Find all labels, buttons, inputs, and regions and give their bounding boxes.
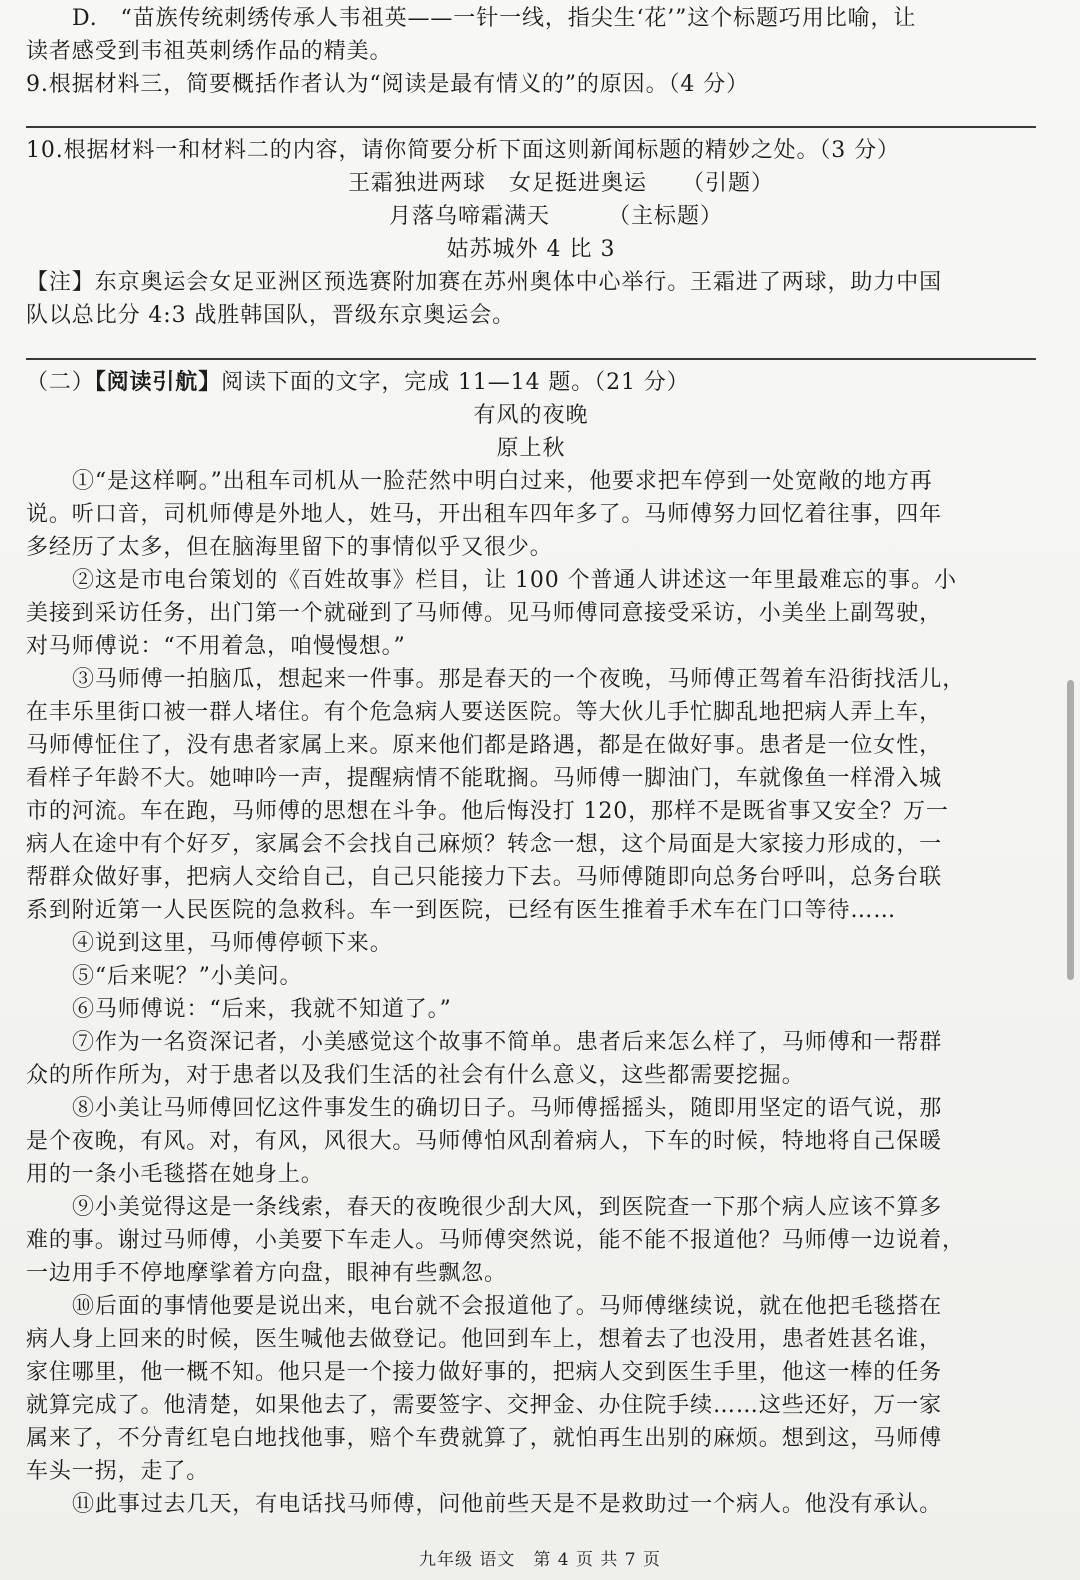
answer-line-q10 bbox=[26, 358, 1036, 360]
note-line-1: 【注】东京奥运会女足亚洲区预选赛附加赛在苏州奥体中心举行。王霜进了两球，助力中国 bbox=[26, 270, 943, 295]
story-line: ④说到这里，马师傅停顿下来。 bbox=[72, 931, 393, 956]
note-line-2: 队以总比分 4:3 战胜韩国队，晋级东京奥运会。 bbox=[26, 303, 515, 328]
story-line: ⑥马师傅说：“后来，我就不知道了。” bbox=[72, 997, 452, 1022]
story-line: 看样子年龄不大。她呻吟一声，提醒病情不能耽搁。马师傅一脚油门，车就像鱼一样滑入城 bbox=[26, 766, 943, 791]
story-line: ③马师傅一拍脑瓜，想起来一件事。那是春天的一个夜晚，马师傅正驾着车沿街找活儿， bbox=[72, 667, 966, 692]
story-line: ⑩后面的事情他要是说出来，电台就不会报道他了。马师傅继续说，就在他把毛毯搭在 bbox=[72, 1294, 943, 1319]
story-line: 帮群众做好事，把病人交给自己，自己只能接力下去。马师傅随即向总务台呼叫，总务台联 bbox=[26, 865, 943, 890]
story-line: 市的河流。车在跑，马师傅的思想在斗争。他后悔没打 120，那样不是既省事又安全？万一 bbox=[26, 799, 949, 824]
story-line: 在丰乐里街口被一群人堵住。有个危急病人要送医院。等大伙儿手忙脚乱地把病人弄上车， bbox=[26, 700, 943, 725]
story-line: 就算完成了。他清楚，如果他去了，需要签字、交押金、办住院手续……这些还好，万一家 bbox=[26, 1393, 943, 1418]
option-d-line-2: 读者感受到韦祖英刺绣作品的精美。 bbox=[26, 39, 393, 64]
headline-main: 月落乌啼霜满天 （主标题） bbox=[388, 204, 723, 229]
story-line: ⑧小美让马师傅回忆这件事发生的确切日子。马师傅摇摇头，随即用坚定的语气说，那 bbox=[72, 1096, 943, 1121]
story-line: 对马师傅说：“不用着急，咱慢慢想。” bbox=[26, 634, 406, 659]
story-line: ②这是市电台策划的《百姓故事》栏目，让 100 个普通人讲述这一年里最难忘的事。小 bbox=[72, 568, 957, 593]
answer-line-q9 bbox=[26, 126, 1036, 128]
story-line: ⑪此事过去几天，有电话找马师傅，问他前些天是不是救助过一个病人。他没有承认。 bbox=[72, 1492, 943, 1517]
reading-guide-tag: 【阅读引航】 bbox=[94, 369, 222, 395]
story-line: 系到附近第一人民医院的急救科。车一到医院，已经有医生推着手术车在门口等待…… bbox=[26, 898, 897, 923]
headline-sub: 姑苏城外 4 比 3 bbox=[446, 237, 616, 262]
question-10: 10.根据材料一和材料二的内容，请你简要分析下面这则新闻标题的精妙之处。（3 分） bbox=[26, 138, 900, 163]
story-title: 有风的夜晚 bbox=[473, 403, 589, 428]
story-line: 病人在途中有个好歹，家属会不会找自己麻烦？转念一想，这个局面是大家接力形成的，一 bbox=[26, 832, 943, 857]
story-author: 原上秋 bbox=[496, 436, 566, 461]
story-line: 是个夜晚，有风。对，有风，风很大。马师傅怕风刮着病人，下车的时候，特地将自己保暖 bbox=[26, 1129, 943, 1154]
story-line: 车头一拐，走了。 bbox=[26, 1459, 210, 1484]
page-footer: 九年级 语文 第 4 页 共 7 页 bbox=[418, 1550, 662, 1570]
story-body bbox=[26, 465, 1036, 1521]
question-8-9-block bbox=[26, 2, 1036, 101]
scrollbar-thumb[interactable] bbox=[1067, 680, 1074, 980]
story-line: 家住哪里，他一概不知。他只是一个接力做好事的，把病人交到医生手里，他这一棒的任务 bbox=[26, 1360, 943, 1385]
section-2-header bbox=[26, 366, 1036, 465]
story-line: 说。听口音，司机师傅是外地人，姓马，开出租车四年多了。马师傅努力回忆着往事，四年 bbox=[26, 502, 943, 527]
story-line: ①“是这样啊。”出租车司机从一脸茫然中明白过来，他要求把车停到一处宽敞的地方再 bbox=[72, 469, 933, 494]
story-line: 多经历了太多，但在脑海里留下的事情似乎又很少。 bbox=[26, 535, 553, 560]
story-line: 美接到采访任务，出门第一个就碰到了马师傅。见马师傅同意接受采访，小美坐上副驾驶， bbox=[26, 601, 943, 626]
question-10-block bbox=[26, 134, 1036, 332]
story-line: 用的一条小毛毯搭在她身上。 bbox=[26, 1162, 324, 1187]
story-line: 一边用手不停地摩挲着方向盘，眼神有些飘忽。 bbox=[26, 1261, 507, 1286]
section-prefix: （二） bbox=[26, 370, 95, 395]
story-line: ⑨小美觉得这是一条线索，春天的夜晚很少刮大风，到医院查一下那个病人应该不算多 bbox=[72, 1195, 943, 1220]
story-line: ⑤“后来呢？”小美问。 bbox=[72, 964, 303, 989]
option-d-line-1: D. “苗族传统刺绣传承人韦祖英——一针一线，指尖生‘花’”这个标题巧用比喻，让 bbox=[72, 6, 917, 31]
instruction-text: 阅读下面的文字，完成 11—14 题。（21 分） bbox=[221, 370, 690, 395]
section-2-instruction bbox=[26, 366, 1036, 399]
story-line: ⑦作为一名资深记者，小美感觉这个故事不简单。患者后来怎么样了，马师傅和一帮群 bbox=[72, 1030, 943, 1055]
story-line: 病人身上回来的时候，医生喊他去做登记。他回到车上，想着去了也没用，患者姓甚名谁， bbox=[26, 1327, 943, 1352]
headline-lead: 王霜独进两球 女足挺进奥运 （引题） bbox=[347, 171, 774, 196]
question-9: 9.根据材料三，简要概括作者认为“阅读是最有情义的”的原因。（4 分） bbox=[26, 72, 749, 97]
story-line: 难的事。谢过马师傅，小美要下车走人。马师傅突然说，能不能不报道他？马师傅一边说着， bbox=[26, 1228, 965, 1253]
story-line: 马师傅怔住了，没有患者家属上来。原来他们都是路遇，都是在做好事。患者是一位女性， bbox=[26, 733, 943, 758]
story-line: 众的所作所为，对于患者以及我们生活的社会有什么意义，这些都需要挖掘。 bbox=[26, 1063, 805, 1088]
story-line: 属来了，不分青红皂白地找他事，赔个车费就算了，就怕再生出别的麻烦。想到这，马师傅 bbox=[26, 1426, 943, 1451]
